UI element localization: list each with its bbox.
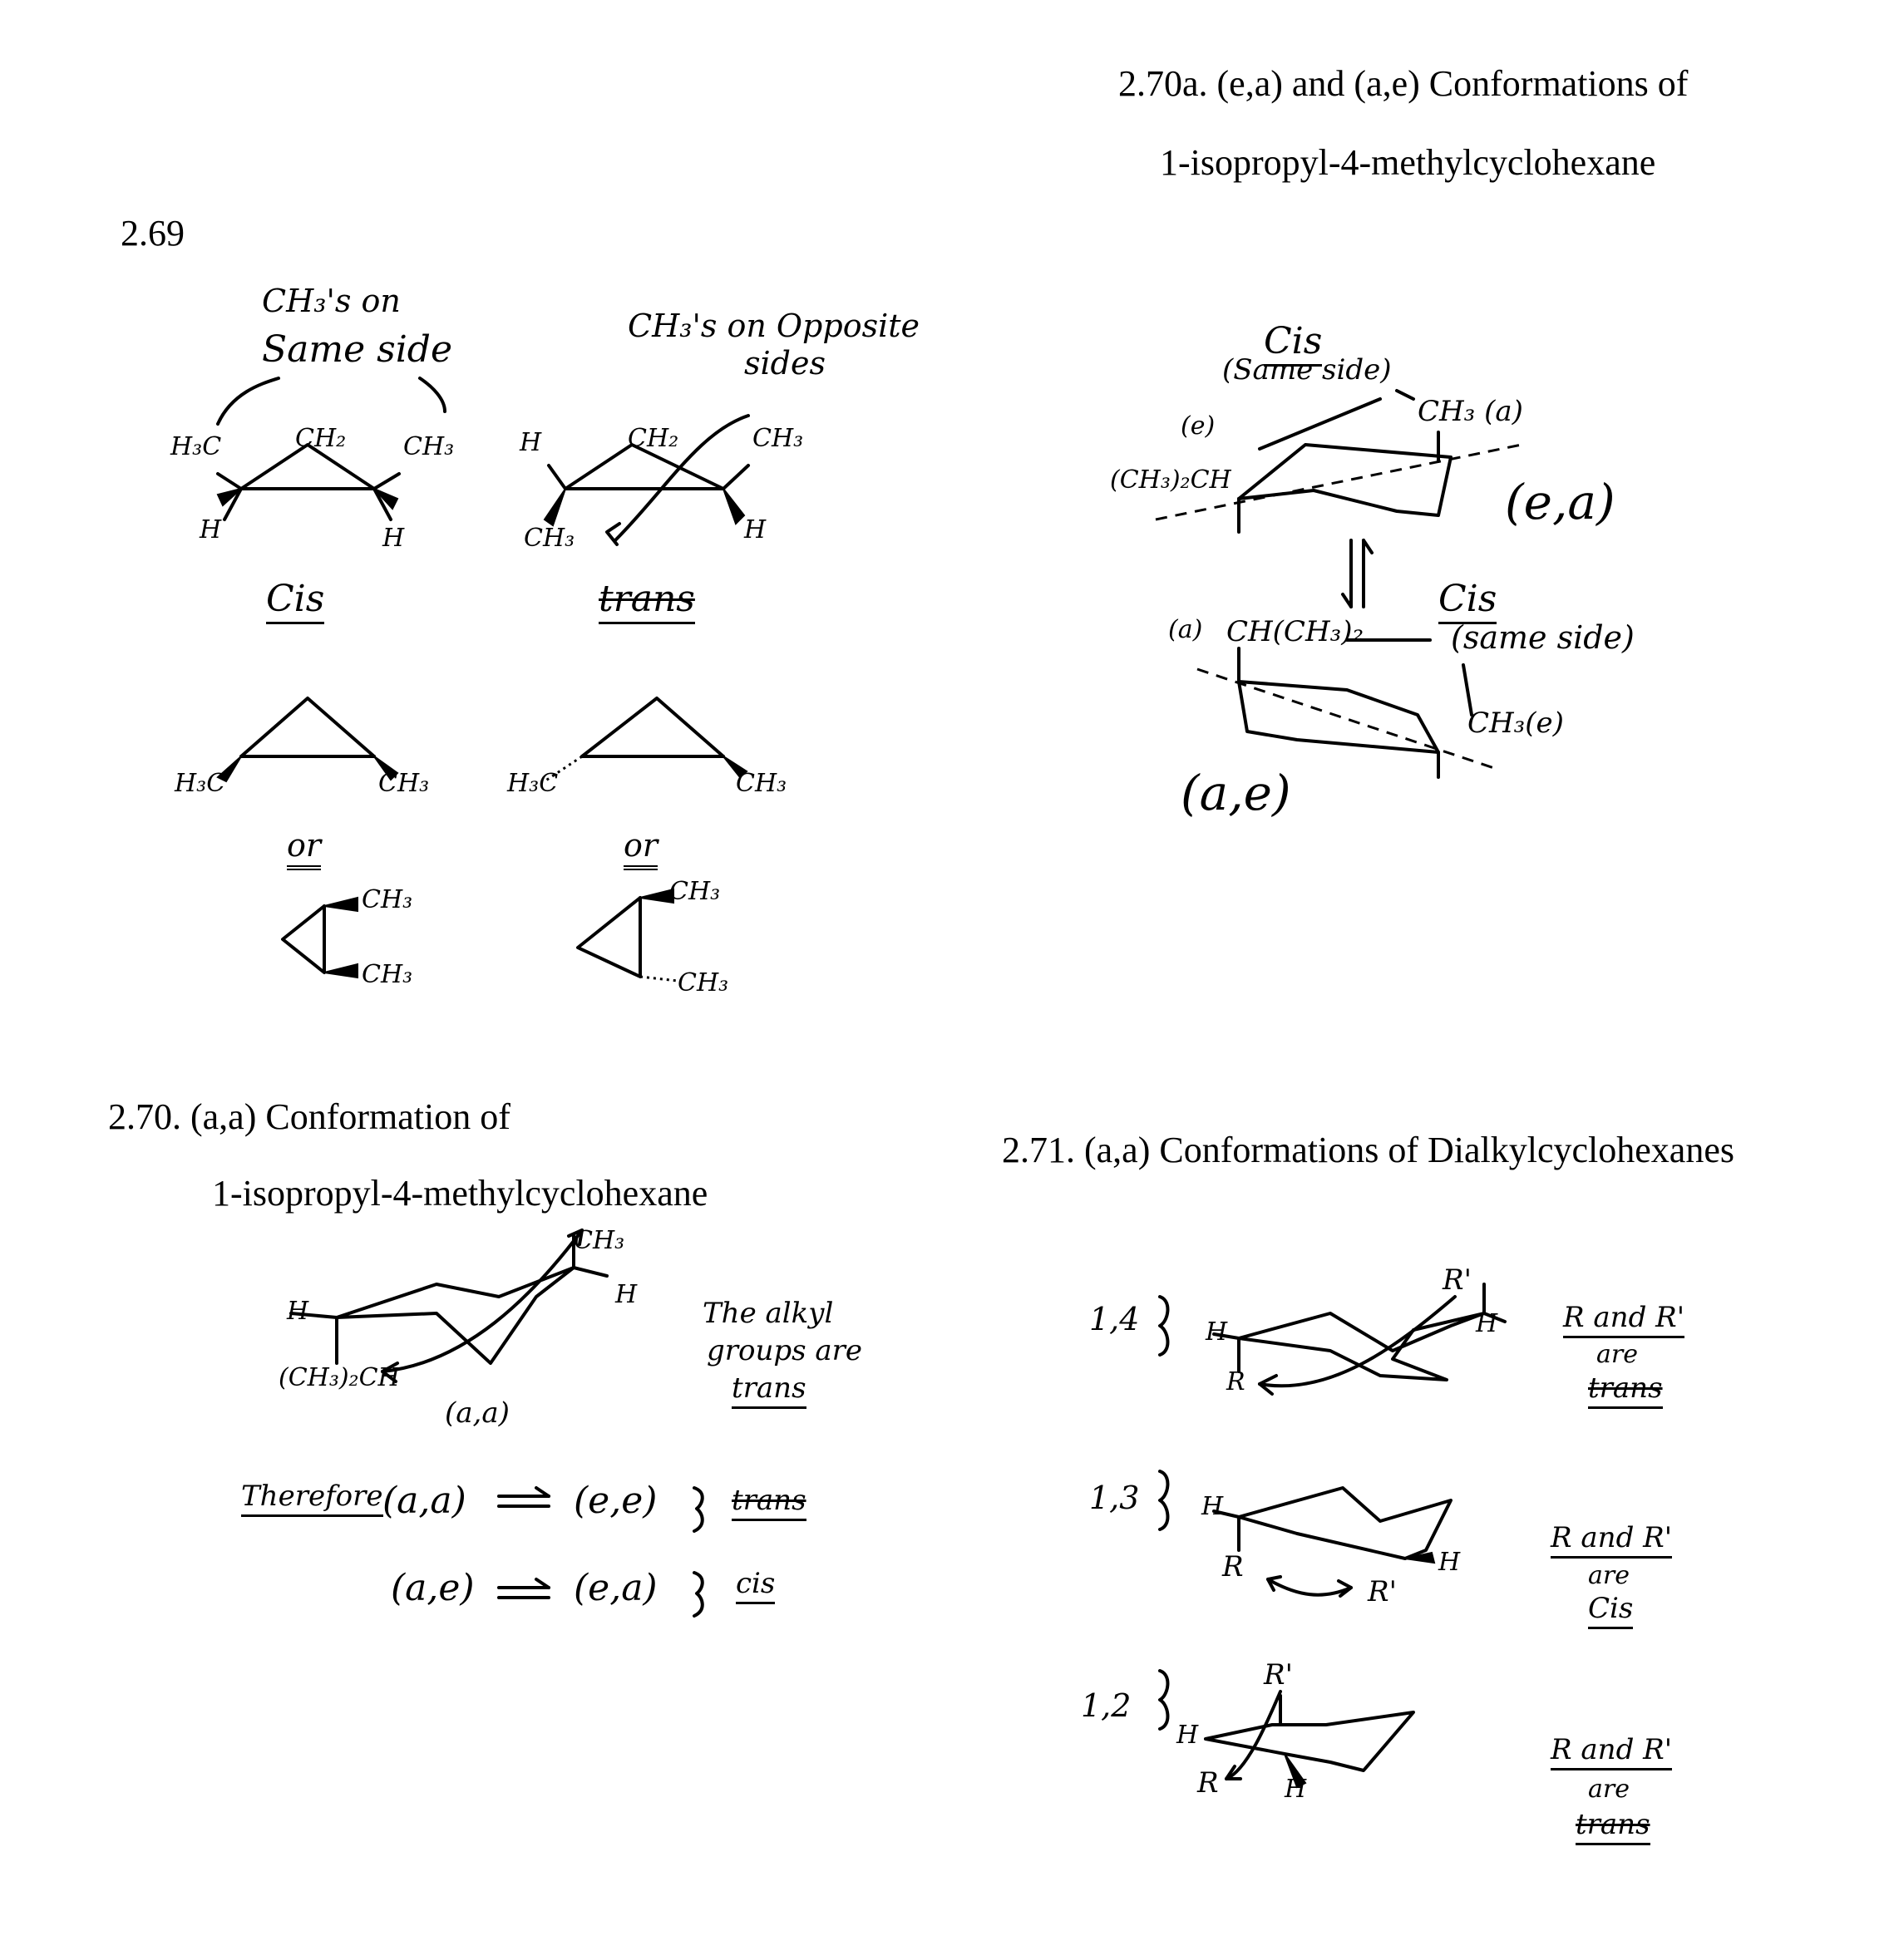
or-label-2: or (624, 827, 658, 870)
aa-H-left: H (287, 1297, 309, 1326)
trans-small-triangle (578, 889, 678, 981)
r14-R: R (1226, 1367, 1245, 1396)
small-trans-CH3-top: CH₃ (669, 877, 721, 906)
tri-cis-H3C: H₃C (175, 769, 226, 798)
eq2-left: (a,e) (391, 1567, 475, 1609)
tri-trans-H3C: H₃C (507, 769, 559, 798)
trans-H-right-label: H (744, 515, 767, 544)
ans-14-line3: trans (1588, 1372, 1663, 1409)
r14-H-left: H (1206, 1317, 1228, 1347)
label-cis: Cis (266, 578, 324, 624)
trans-H-left-label: H (520, 428, 542, 457)
heading-2-69: 2.69 (121, 213, 185, 254)
heading-2-70a-line2: 1-isopropyl-4-methylcyclohexane (1160, 142, 1656, 183)
ae-label: (a,e) (1181, 765, 1291, 821)
ans-12-line2: are (1588, 1775, 1630, 1804)
trans-CH3-bottom-label: CH₃ (524, 524, 575, 553)
cis-H-right-label: H (382, 524, 405, 553)
ans-14-line1: R and R' (1563, 1301, 1684, 1338)
same-side-bottom: (same side) (1451, 619, 1635, 656)
small-cis-CH3-top: CH₃ (362, 885, 413, 914)
heading-2-70-line2: 1-isopropyl-4-methylcyclohexane (212, 1173, 708, 1214)
iso-bottom-label: CH(CH₃)₂ (1226, 615, 1364, 648)
aa-chair-270 (291, 1230, 607, 1381)
ans-12-line1: R and R' (1551, 1733, 1672, 1770)
trans-triangle (545, 698, 747, 781)
trans-CH2-label: CH₂ (628, 424, 679, 453)
equilibrium-arrows (1343, 540, 1372, 607)
aa-H-right: H (615, 1280, 638, 1309)
r12-H-left: H (1176, 1721, 1199, 1750)
alkyl-note-2: groups are (707, 1334, 863, 1367)
note-same-side-1: CH₃'s on (262, 283, 401, 319)
cis-top-label: Cis (1264, 320, 1322, 367)
pos-1-3: 1,3 (1089, 1480, 1140, 1516)
iso-top-label: (CH₃)₂CH (1110, 465, 1231, 495)
cis-CH2-label: CH₂ (295, 424, 347, 453)
heading-2-70-line1: 2.70. (a,a) Conformation of (108, 1096, 510, 1137)
small-trans-CH3-bottom: CH₃ (678, 968, 729, 997)
cis-small-triangle (283, 898, 358, 978)
ae-chair (1197, 640, 1497, 777)
aa-CH3: CH₃ (574, 1226, 625, 1255)
note-opposite-2: sides (744, 345, 826, 382)
ans-14-line2: are (1596, 1340, 1638, 1369)
alkyl-note-3: trans (732, 1372, 806, 1409)
ans-12-line3: trans (1576, 1808, 1650, 1845)
r13-H-left: H (1201, 1492, 1224, 1521)
r13-Rprime: R' (1368, 1575, 1397, 1608)
r12-R: R (1197, 1766, 1219, 1800)
small-cis-CH3-bottom: CH₃ (362, 960, 413, 989)
ans-13-line2: are (1588, 1561, 1630, 1590)
eq1-right: (e,e) (574, 1480, 658, 1522)
same-side-top: (Same side) (1222, 353, 1392, 387)
aa-iso-label: (CH₃)₂CH (279, 1363, 400, 1392)
or-label-1: or (287, 827, 321, 870)
cis-H3C-label: H₃C (170, 432, 222, 461)
r12-H-bottom: H (1285, 1775, 1307, 1804)
label-trans: trans (599, 578, 695, 624)
heading-2-71: 2.71. (a,a) Conformations of Dialkylcyclohexanes (1002, 1130, 1734, 1170)
ch3-a-label: CH₃ (a) (1418, 395, 1523, 428)
brackets-271 (1160, 1297, 1167, 1729)
chair-13 (1214, 1488, 1451, 1596)
cis-CH3-label: CH₃ (403, 432, 455, 461)
heading-2-70a-line1: 2.70a. (e,a) and (a,e) Conformations of (1118, 63, 1689, 104)
eq2-result: cis (736, 1567, 775, 1604)
chair-12 (1206, 1692, 1413, 1787)
therefore-label: Therefore (241, 1480, 383, 1517)
note-opposite-1: CH₃'s on Opposite (628, 308, 920, 344)
cis-bottom-label: Cis (1438, 578, 1497, 624)
a-label: (a) (1168, 615, 1203, 644)
ans-13-line1: R and R' (1551, 1521, 1672, 1559)
eq1-left: (a,a) (382, 1480, 466, 1522)
r12-Rprime: R' (1264, 1658, 1293, 1692)
chair-14 (1214, 1284, 1505, 1394)
ea-label: (e,a) (1505, 474, 1615, 530)
eq2-right: (e,a) (574, 1567, 658, 1609)
ans-13-line3: Cis (1588, 1592, 1633, 1629)
r14-H-right: H (1476, 1309, 1498, 1338)
tri-cis-CH3: CH₃ (378, 769, 430, 798)
cis-triangle (218, 698, 397, 781)
r13-R: R (1222, 1550, 1244, 1583)
r14-Rprime: R' (1443, 1263, 1472, 1297)
eq1-result: trans (732, 1484, 806, 1521)
aa-label: (a,a) (445, 1396, 510, 1430)
r13-H-right: H (1438, 1548, 1461, 1577)
ch3-e-label: CH₃(e) (1467, 707, 1564, 740)
note-same-side-2: Same side (262, 328, 452, 371)
alkyl-note-1: The alkyl (703, 1297, 834, 1330)
e-label: (e) (1181, 411, 1216, 441)
pos-1-2: 1,2 (1081, 1687, 1132, 1724)
tri-trans-CH3: CH₃ (736, 769, 787, 798)
pos-1-4: 1,4 (1089, 1301, 1140, 1337)
cis-H-left-label: H (200, 515, 222, 544)
trans-CH3-top-label: CH₃ (752, 424, 804, 453)
